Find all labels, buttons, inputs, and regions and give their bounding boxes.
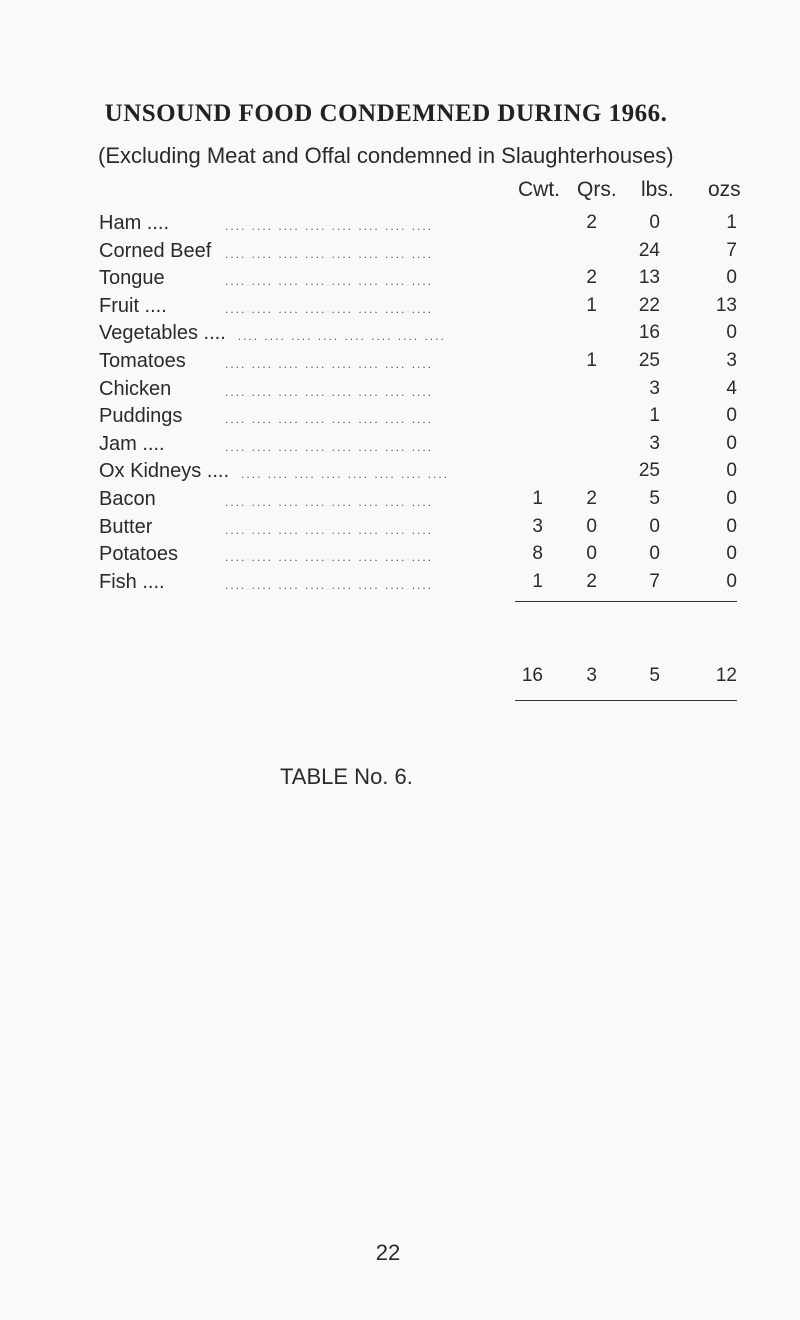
row-leader-dots: .... .... .... .... .... .... .... ....: [225, 246, 434, 261]
row-lbs: 0: [649, 212, 660, 233]
table-label: TABLE No. 6.: [280, 764, 413, 789]
row-item-label: Potatoes: [99, 543, 178, 566]
table-row: [0, 405, 800, 433]
row-item-label: Ham ....: [99, 212, 170, 234]
row-item-label: Corned Beef: [99, 239, 212, 262]
row-qrs: 1: [586, 349, 597, 371]
table-body: [0, 212, 800, 598]
row-item-label: Fish ....: [99, 570, 165, 593]
total-rule-top: [515, 601, 737, 602]
row-qrs: 2: [586, 267, 597, 289]
row-cwt: 1: [532, 570, 543, 592]
total-ozs: 12: [715, 665, 737, 686]
row-leader-dots: .... .... .... .... .... .... .... ....: [241, 467, 450, 482]
row-ozs: 0: [726, 487, 737, 509]
total-lbs: 5: [649, 665, 660, 686]
row-lbs: 3: [649, 377, 660, 399]
row-qrs: 0: [586, 515, 597, 537]
row-item-label: Fruit ....: [99, 294, 167, 317]
row-item-label: Butter: [99, 515, 153, 538]
row-item-label: Puddings: [99, 405, 183, 428]
document-title: UNSOUND FOOD CONDEMNED DURING 1966.: [104, 100, 668, 127]
total-rule-bottom: [515, 700, 737, 701]
table-header: [0, 178, 800, 206]
row-cwt: 1: [532, 487, 543, 509]
row-leader-dots: .... .... .... .... .... .... .... ....: [225, 550, 434, 565]
row-qrs: 2: [586, 570, 597, 592]
row-lbs: 22: [638, 294, 660, 316]
table-row: [0, 322, 800, 350]
row-lbs: 3: [649, 432, 660, 454]
row-leader-dots: .... .... .... .... .... .... .... ....: [225, 412, 434, 427]
row-lbs: 25: [638, 460, 660, 482]
header-cwt: Cwt.: [518, 178, 560, 201]
row-qrs: 2: [586, 487, 597, 509]
row-lbs: 1: [649, 405, 660, 427]
table-row: [0, 295, 800, 323]
row-leader-dots: .... .... .... .... .... .... .... ....: [225, 274, 434, 289]
row-ozs: 0: [726, 543, 737, 565]
row-ozs: 13: [715, 294, 737, 316]
row-lbs: 5: [649, 487, 660, 509]
row-item-label: Jam ....: [99, 432, 165, 455]
total-qrs: 3: [586, 665, 597, 686]
row-leader-dots: .... .... .... .... .... .... .... ....: [225, 384, 434, 399]
row-item-label: Ox Kidneys ....: [99, 460, 230, 483]
totals-row: [0, 665, 800, 693]
row-ozs: 3: [726, 349, 737, 371]
row-qrs: 1: [586, 294, 597, 316]
row-lbs: 0: [649, 515, 660, 537]
row-item-label: Bacon: [99, 487, 156, 510]
table-row: [0, 350, 800, 378]
row-item-label: Vegetables ....: [99, 322, 226, 345]
row-item-label: Tomatoes: [99, 349, 186, 372]
row-ozs: 1: [726, 212, 737, 233]
row-ozs: 0: [726, 460, 737, 482]
row-leader-dots: .... .... .... .... .... .... .... ....: [225, 219, 434, 233]
row-leader-dots: .... .... .... .... .... .... .... ....: [237, 329, 446, 344]
total-cwt: 16: [521, 665, 543, 686]
table-row: [0, 433, 800, 461]
header-lbs: lbs.: [641, 178, 674, 201]
row-cwt: 8: [532, 543, 543, 565]
row-leader-dots: .... .... .... .... .... .... .... ....: [225, 356, 434, 371]
header-ozs: ozs: [708, 178, 741, 201]
row-ozs: 7: [726, 239, 737, 261]
row-lbs: 25: [638, 349, 660, 371]
row-leader-dots: .... .... .... .... .... .... .... ....: [225, 522, 434, 537]
table-row: [0, 488, 800, 516]
row-ozs: 0: [726, 322, 737, 344]
table-row: [0, 267, 800, 295]
table-row: [0, 543, 800, 571]
row-item-label: Tongue: [99, 267, 165, 290]
table-row: [0, 571, 800, 599]
row-leader-dots: .... .... .... .... .... .... .... ....: [225, 577, 434, 592]
table-row: [0, 460, 800, 488]
row-leader-dots: .... .... .... .... .... .... .... ....: [225, 301, 434, 316]
row-lbs: 7: [649, 570, 660, 592]
row-ozs: 0: [726, 570, 737, 592]
row-lbs: 13: [638, 267, 660, 289]
row-lbs: 16: [638, 322, 660, 344]
page-number: 22: [375, 1240, 401, 1265]
table-row: [0, 212, 800, 240]
document-subtitle: (Excluding Meat and Offal condemned in Slaughterhouses): [98, 143, 674, 168]
header-qrs: Qrs.: [577, 178, 617, 201]
row-ozs: 0: [726, 267, 737, 289]
row-ozs: 0: [726, 432, 737, 454]
table-row: [0, 240, 800, 268]
row-item-label: Chicken: [99, 377, 172, 400]
row-lbs: 0: [649, 543, 660, 565]
row-ozs: 0: [726, 515, 737, 537]
row-qrs: 2: [586, 212, 597, 233]
row-qrs: 0: [586, 543, 597, 565]
row-lbs: 24: [638, 239, 660, 261]
row-leader-dots: .... .... .... .... .... .... .... ....: [225, 494, 434, 509]
row-ozs: 4: [726, 377, 737, 399]
table-row: [0, 516, 800, 544]
row-ozs: 0: [726, 405, 737, 427]
row-leader-dots: .... .... .... .... .... .... .... ....: [225, 439, 434, 454]
row-cwt: 3: [532, 515, 543, 537]
table-row: [0, 378, 800, 406]
